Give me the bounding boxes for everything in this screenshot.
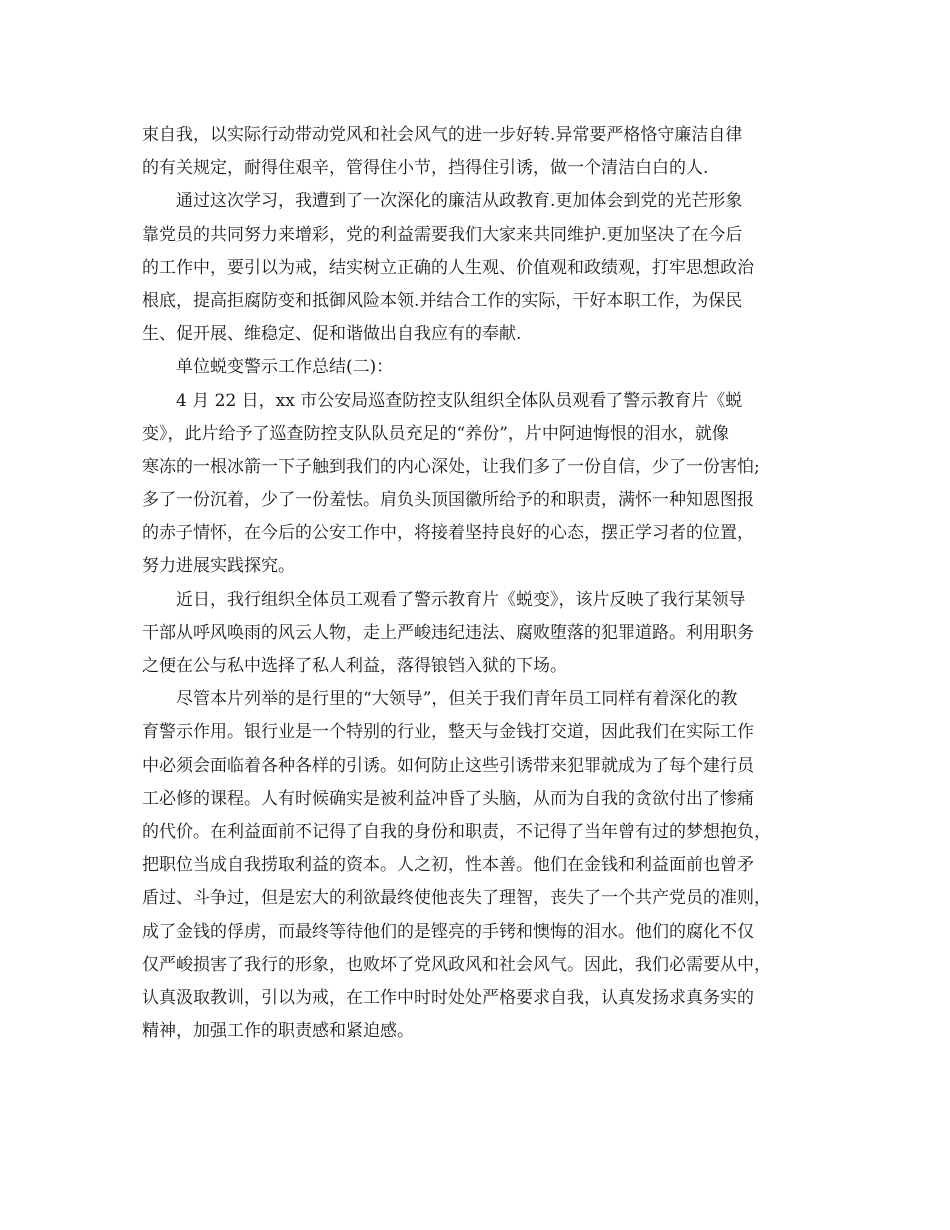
text-line: 成了金钱的俘虏，而最终等待他们的是铿亮的手铐和懊悔的泪水。他们的腐化不仅 bbox=[142, 921, 754, 942]
text-line: 靠党员的共同努力来增彩，党的利益需要我们大家来共同维护.更加坚决了在今后 bbox=[142, 224, 743, 245]
paragraph-first-line: 4 月 22 日，xx 市公安局巡查防控支队组织全体队员观看了警示教育片《蜕 bbox=[176, 390, 743, 411]
text-line: 干部从呼风唤雨的风云人物，走上严峻违纪违法、腐败堕落的犯罪道路。利用职务 bbox=[142, 622, 754, 643]
text-line: 的工作中，要引以为戒，结实树立正确的人生观、价值观和政绩观，打牢思想政治 bbox=[142, 257, 754, 278]
text-line: 仅严峻损害了我行的形象，也败坏了党风政风和社会风气。因此，我们必需要从中， bbox=[142, 954, 771, 975]
text-line: 认真汲取教训，引以为戒，在工作中时时处处严格要求自我，认真发扬求真务实的 bbox=[142, 987, 754, 1008]
text-line: 寒冻的一根冰箭一下子触到我们的内心深处，让我们多了一份自信，少了一份害怕; bbox=[142, 456, 760, 477]
text-line: 努力进展实践探究。 bbox=[142, 556, 295, 577]
text-line: 束自我，以实际行动带动党风和社会风气的进一步好转.异常要严格恪守廉洁自律 bbox=[142, 125, 743, 145]
text-line: 多了一份沉着，少了一份羞怯。肩负头顶国徽所给予的和职责，满怀一种知恩图报 bbox=[142, 490, 754, 511]
text-line: 的有关规定，耐得住艰辛，管得住小节，挡得住引诱，做一个清洁白白的人. bbox=[142, 158, 709, 179]
text-line: 根底，提高拒腐防变和抵御风险本领.并结合工作的实际，干好本职工作，为保民 bbox=[142, 290, 743, 311]
document-body bbox=[142, 119, 814, 1048]
text-line: 精神，加强工作的职责感和紧迫感。 bbox=[142, 1021, 414, 1042]
paragraph-first-line: 近日，我行组织全体员工观看了警示教育片《蜕变》，该片反映了我行某领导 bbox=[176, 589, 746, 610]
text-line: 工必修的课程。人有时候确实是被利益冲昏了头脑，从而为自我的贪欲付出了惨痛 bbox=[142, 788, 754, 809]
text-line: 中必须会面临着各种各样的引诱。如何防止这些引诱带来犯罪就成为了每个建行员 bbox=[142, 755, 754, 776]
text-line: 把职位当成自我捞取利益的资本。人之初，性本善。他们在金钱和利益面前也曾矛 bbox=[142, 855, 754, 876]
text-line: 育警示作用。银行业是一个特别的行业，整天与金钱打交道，因此我们在实际工作 bbox=[142, 722, 754, 743]
paragraph-first-line: 通过这次学习，我遭到了一次深化的廉洁从政教育.更加体会到党的光芒形象 bbox=[176, 191, 743, 212]
text-line: 盾过、斗争过，但是宏大的利欲最终使他丧失了理智，丧失了一个共产党员的准则， bbox=[142, 888, 771, 909]
text-line: 之便在公与私中选择了私人利益，落得锒铛入狱的下场。 bbox=[142, 656, 567, 676]
paragraph-first-line: 尽管本片列举的是行里的“大领导”，但关于我们青年员工同样有着深化的教 bbox=[176, 689, 738, 710]
text-line: 的赤子情怀，在今后的公安工作中，将接着坚持良好的心态，摆正学习者的位置， bbox=[142, 523, 754, 544]
text-line: 的代价。在利益面前不记得了自我的身份和职责，不记得了当年曾有过的梦想抱负， bbox=[142, 821, 771, 842]
text-line: 变》，此片给予了巡查防控支队队员充足的“养份”，片中阿迪悔恨的泪水，就像 bbox=[142, 423, 729, 444]
text-line: 生、促开展、维稳定、促和谐做出自我应有的奉献. bbox=[142, 324, 522, 345]
paragraph-first-line: 单位蜕变警示工作总结(二)： bbox=[176, 357, 394, 378]
